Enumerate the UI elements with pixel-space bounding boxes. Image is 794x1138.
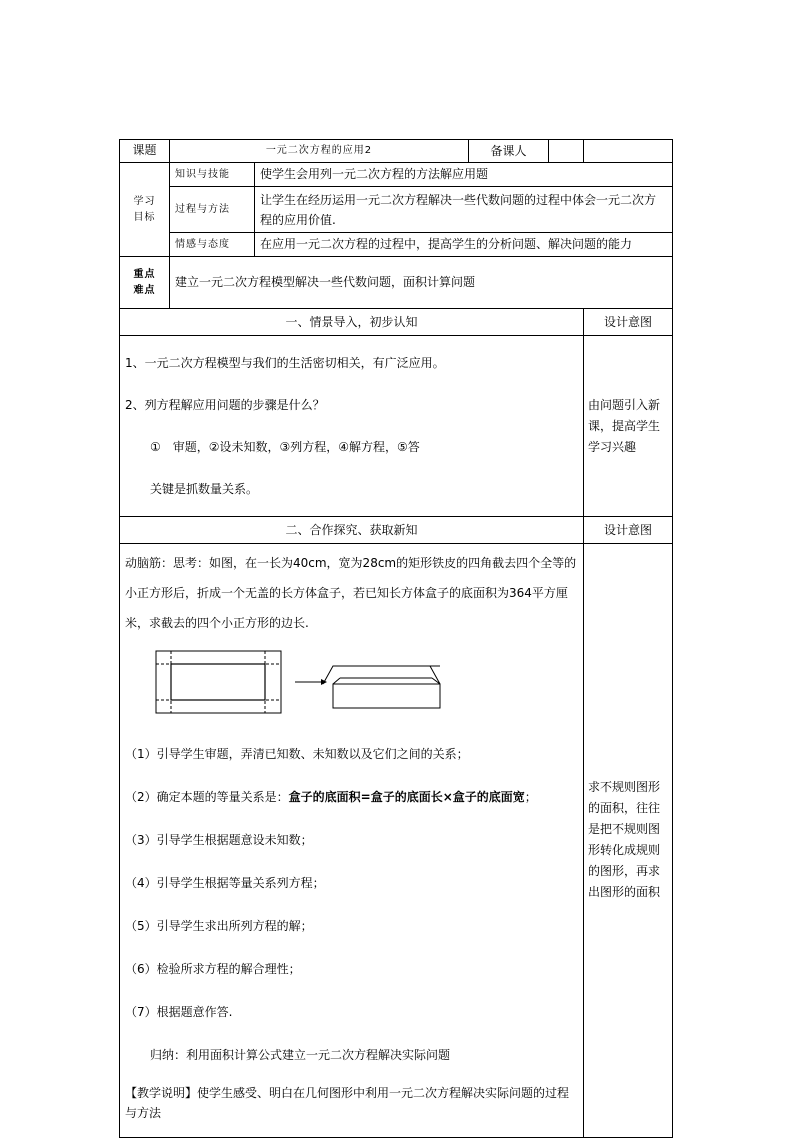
section2-design-header: 设计意图 [584, 517, 673, 544]
step-line: （7）根据题意作答. [125, 1004, 233, 1019]
teaching-note-label: 【教学说明】 [125, 1085, 198, 1100]
objective-category: 知识与技能 [170, 163, 255, 187]
objective-category: 情感与态度 [170, 233, 255, 257]
equal-relation: 盒子的底面积=盒子的底面长×盒子的底面宽 [288, 789, 525, 804]
section1-content [120, 336, 584, 517]
section1-line: 1、一元二次方程模型与我们的生活密切相关，有广泛应用。 [125, 356, 445, 371]
objectives-label-line2: 目标 [133, 211, 156, 223]
step-line: （6）检验所求方程的解合理性； [125, 961, 301, 976]
preparer-cell [469, 140, 584, 163]
step-2-text: （2）确定本题的等量关系是： [125, 789, 289, 804]
problem-text: 动脑筋：思考：如图，在一长为40cm，宽为28cm的矩形铁皮的四角截去四个全等的小正方形后，折成一个无盖的长方体盒子，若已知长方体盒子的底面积为364平方厘米，求截去的四个小正方形的边长. [125, 556, 577, 631]
box-top-back [323, 666, 440, 684]
step-line: （5）引导学生求出所列方程的解； [125, 918, 313, 933]
step-line: （1）引导学生审题，弄清已知数、未知数以及它们之间的关系； [125, 746, 469, 761]
key-points-text: 建立一元二次方程模型解决一些代数问题，面积计算问题 [170, 257, 673, 309]
objective-text: 让学生在经历运用一元二次方程解决一些代数问题的过程中体会一元二次方程的应用价值. [255, 187, 673, 233]
section1-title: 一、情景导入，初步认知 [120, 309, 584, 336]
section1-line: ① 审题，②设未知数，③列方程，④解方程，⑤答 [150, 440, 420, 455]
objectives-label [120, 163, 170, 257]
box-base [171, 664, 265, 700]
section1-design-note: 由问题引入新课，提高学生学习兴趣 [584, 336, 673, 517]
preparer-value [584, 140, 673, 163]
section2-content [120, 544, 584, 1137]
step-line [125, 782, 578, 813]
box-front [333, 684, 440, 708]
box-figure [155, 650, 578, 726]
objectives-label-line1: 学习 [133, 195, 156, 207]
relation-end: ； [524, 789, 537, 804]
lesson-plan-table [119, 139, 672, 1138]
step-line: （3）引导学生根据题意设未知数； [125, 832, 313, 847]
objective-text: 在应用一元二次方程的过程中，提高学生的分析问题、解决问题的能力 [255, 233, 673, 257]
subject-title: 一元二次方程的应用2 [170, 140, 469, 163]
objective-category: 过程与方法 [170, 187, 255, 233]
box-diagram [155, 650, 445, 720]
key-points-label-line1: 重点 [133, 268, 156, 280]
sheet-outline [156, 651, 281, 713]
key-points-label-line2: 难点 [133, 284, 156, 296]
section2-title: 二、合作探究、获取新知 [120, 517, 584, 544]
teaching-note [125, 1083, 578, 1123]
section1-design-header: 设计意图 [584, 309, 673, 336]
preparer-label: 备课人 [469, 140, 549, 162]
section1-line: 关键是抓数量关系。 [150, 482, 259, 497]
section2-design-note: 求不规则图形的面积，往往是把不规则图形转化成规则的图形，再求出图形的面积 [584, 544, 673, 1137]
teaching-note-text: 使学生感受、明白在几何图形中利用一元二次方程解决实际问题的过程与方法 [125, 1085, 570, 1120]
subject-label: 课题 [120, 140, 170, 163]
summary-line: 归纳：利用面积计算公式建立一元二次方程解决实际问题 [150, 1047, 451, 1062]
objective-text: 使学生会用列一元二次方程的方法解应用题 [255, 163, 673, 187]
section1-line: 2、列方程解应用问题的步骤是什么？ [125, 398, 325, 413]
key-points-label [120, 257, 170, 309]
step-line: （4）引导学生根据等量关系列方程； [125, 875, 325, 890]
